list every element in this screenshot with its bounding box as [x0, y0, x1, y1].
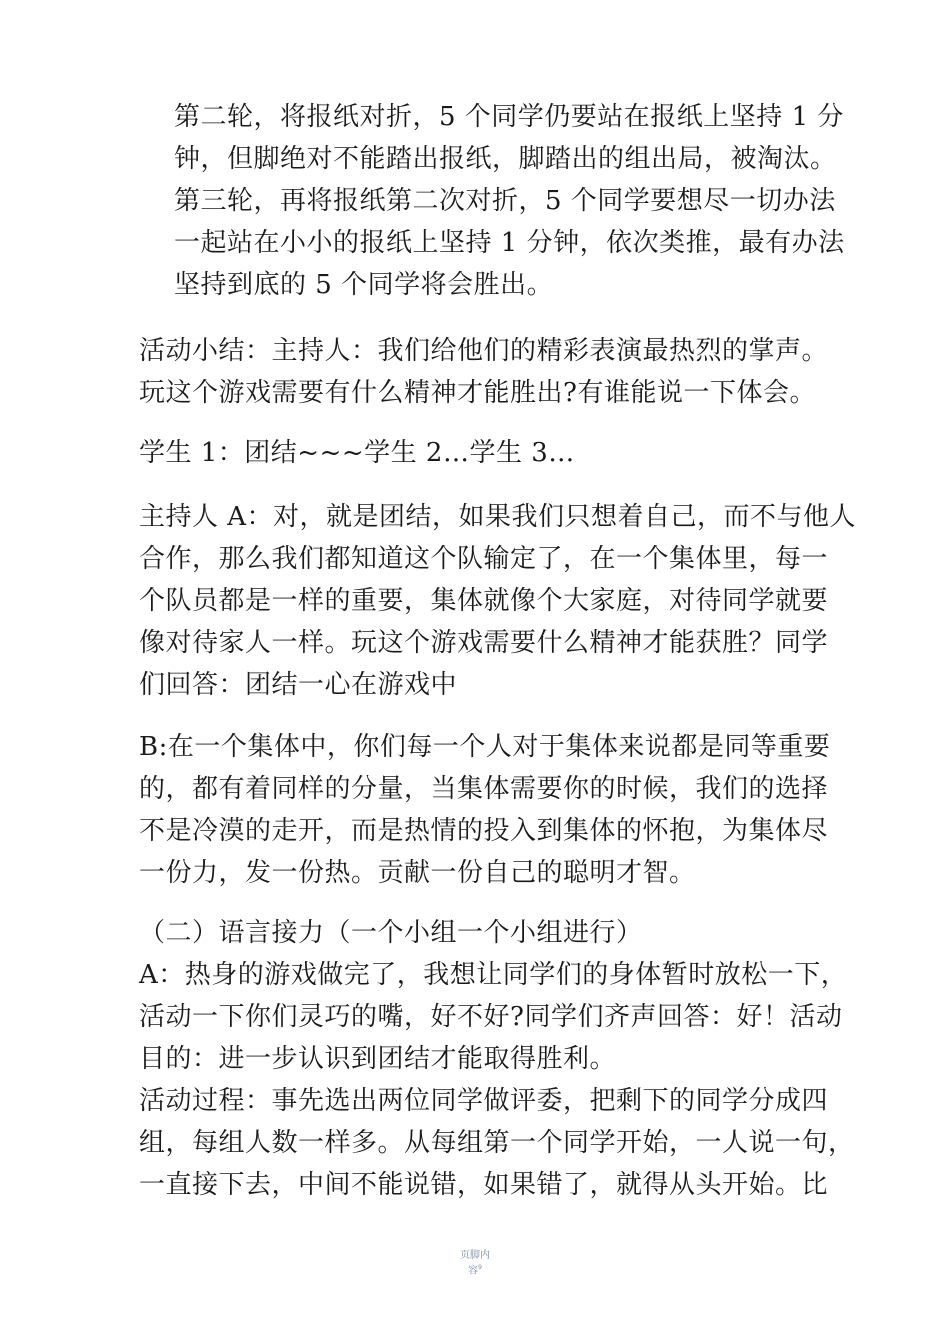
paragraph-line: 不是冷漠的走开，而是热情的投入到集体的怀抱，为集体尽 — [139, 816, 829, 846]
paragraph-line: 玩这个游戏需要有什么精神才能胜出?有谁能说一下体会。 — [139, 378, 816, 408]
paragraph-line: 一直接下去，中间不能说错，如果错了，就得从头开始。比 — [139, 1170, 829, 1200]
paragraph-line: 像对待家人一样。玩这个游戏需要什么精神才能获胜？同学 — [139, 628, 829, 658]
paragraph-line: 活动小结：主持人：我们给他们的精彩表演最热烈的掌声。 — [139, 336, 829, 366]
paragraph-line: 钟，但脚绝对不能踏出报纸，脚踏出的组出局，被淘汰。 — [174, 144, 837, 174]
footer-text-line2 — [440, 1262, 510, 1277]
paragraph-line: 坚持到底的 5 个同学将会胜出。 — [174, 270, 554, 300]
paragraph-line: 一份力，发一份热。贡献一份自己的聪明才智。 — [139, 858, 696, 888]
paragraph-line: 合作，那么我们都知道这个队输定了，在一个集体里，每一 — [139, 544, 829, 574]
footer-text: 容 — [468, 1265, 479, 1277]
section-heading: （二）语言接力（一个小组一个小组进行） — [139, 918, 643, 948]
paragraph-line: 活动一下你们灵巧的嘴，好不好?同学们齐声回答：好！活动 — [139, 1002, 843, 1032]
paragraph-line: 个队员都是一样的重要，集体就像个大家庭，对待同学就要 — [139, 586, 829, 616]
paragraph-line: 们回答：团结一心在游戏中 — [139, 670, 458, 700]
paragraph-line: B:在一个集体中，你们每一个人对于集体来说都是同等重要 — [139, 732, 831, 762]
page-number: 9 — [478, 1264, 482, 1271]
page-footer — [440, 1250, 510, 1277]
paragraph-line: 一起站在小小的报纸上坚持 1 分钟，依次类推，最有办法 — [174, 228, 845, 258]
paragraph-line: 学生 1：团结~~~学生 2…学生 3… — [139, 438, 575, 468]
paragraph-line: 组，每组人数一样多。从每组第一个同学开始，一人说一句， — [139, 1128, 855, 1158]
paragraph-line: A：热身的游戏做完了，我想让同学们的身体暂时放松一下， — [139, 960, 848, 990]
paragraph-line: 主持人 A：对，就是团结，如果我们只想着自己，而不与他人 — [139, 502, 857, 532]
paragraph-line: 第三轮，再将报纸第二次对折，5 个同学要想尽一切办法 — [174, 186, 836, 216]
paragraph-line: 的，都有着同样的分量，当集体需要你的时候，我们的选择 — [139, 774, 829, 804]
paragraph-line: 目的：进一步认识到团结才能取得胜利。 — [139, 1044, 617, 1074]
paragraph-line: 第二轮，将报纸对折，5 个同学仍要站在报纸上坚持 1 分 — [174, 102, 844, 132]
paragraph-line: 活动过程：事先选出两位同学做评委，把剩下的同学分成四 — [139, 1086, 829, 1116]
footer-text-line1: 页脚内 — [460, 1250, 490, 1261]
